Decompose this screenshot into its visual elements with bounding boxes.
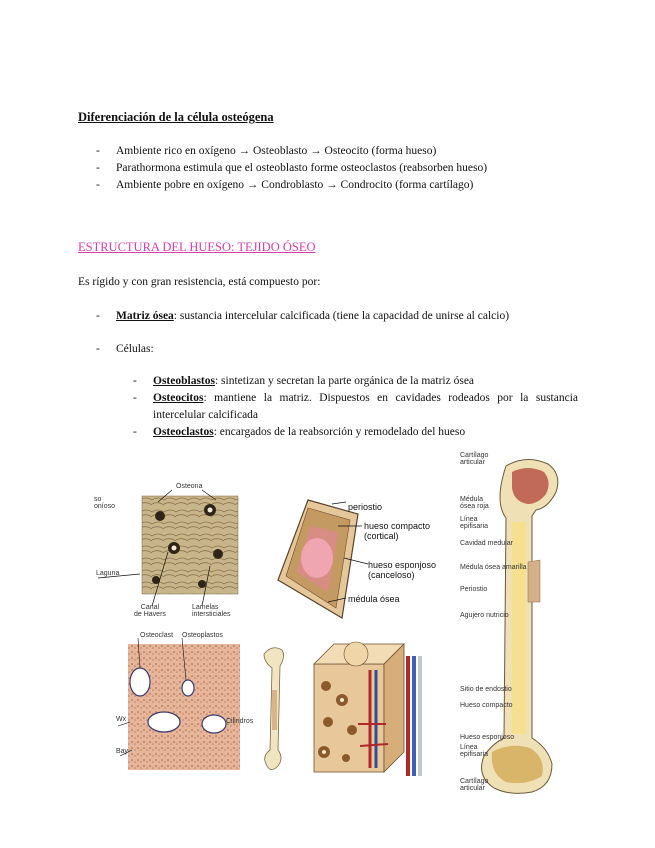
dash-bullet: -: [96, 310, 100, 322]
label-medula: médula ósea: [348, 594, 400, 604]
dash-bullet: -: [96, 343, 100, 355]
label-hueso-esponjoso-femur: Hueso esponjoso: [460, 734, 515, 741]
label-endostio: Sitio de endostio: [460, 686, 512, 693]
composition-list: [78, 308, 618, 374]
label-periostio: periostio: [348, 502, 383, 512]
label-osteon: Osteona: [176, 483, 203, 490]
label-periostio-femur: Periostio: [460, 586, 488, 593]
dash-bullet: -: [96, 145, 100, 157]
differentiation-list: [78, 143, 618, 194]
osteon-micrograph-image: [92, 482, 252, 622]
term-matrix: Matriz ósea: [116, 310, 174, 322]
dash-bullet: -: [133, 392, 137, 404]
long-bone-block-image: [258, 626, 450, 792]
label-hueso-compacto-femur: Hueso compacto: [460, 702, 513, 709]
dash-bullet: -: [133, 426, 137, 438]
list-item-osteocytes: - Osteocitos: mantiene la matriz. Dispuestos en cavidades rodeados por la sustancia intercelular calcificada: [133, 392, 578, 421]
label-cartilago-inf: Cartílago articular: [460, 778, 489, 792]
label-medula-amarilla: Médula ósea amarilla: [460, 564, 527, 571]
list-item: - Parathormona estimula que el osteoblasto forme osteoclastos (reabsorben hueso): [78, 160, 618, 177]
label-hueso-compacto: hueso compacto (cortical): [364, 521, 431, 541]
label-bay: Bay: [116, 748, 129, 755]
list-item-cells: - Células:: [78, 341, 618, 358]
dash-bullet: -: [96, 179, 100, 191]
label-hueso-esponjoso: hueso esponjoso (canceloso): [368, 560, 437, 580]
bone-cross-section-figure: [272, 492, 437, 622]
list-item: - Ambiente pobre en oxígeno → Condroblasto → Condrocito (forma cartílago): [78, 177, 618, 194]
label-lamelas: Lamelas intersticiales: [192, 604, 231, 618]
label-laguna: Laguna: [96, 570, 120, 577]
label-cilindros: Cilindros: [226, 718, 254, 725]
bone-histology-image: [112, 632, 250, 772]
section-title-bone-structure: ESTRUCTURA DEL HUESO: TEJIDO ÓSEO: [78, 240, 316, 254]
intro-text: Es rígido y con gran resistencia, está compuesto por:: [78, 276, 321, 288]
label-linea-epi-sup: Línea epifisaria: [460, 516, 489, 530]
label-oseo: so oníoso: [94, 496, 116, 510]
femur-figure: [448, 452, 568, 798]
label-havers: Canal de Havers: [134, 604, 166, 618]
label-agujero: Agujero nutricio: [460, 612, 509, 619]
cells-list: [115, 373, 578, 441]
bone-histology-figure: [112, 632, 254, 772]
label-cartilago-sup: Cartílago articular: [460, 452, 489, 466]
dash-bullet: -: [96, 162, 100, 174]
label-linea-epi-inf: Línea epifisaria: [460, 744, 489, 758]
osteon-micrograph-figure: [92, 482, 252, 622]
label-medula-roja: Médula ósea roja: [460, 496, 489, 510]
list-item-osteoclasts: - Osteoclastos: encargados de la reabsorción y remodelado del hueso: [115, 424, 578, 441]
label-cavidad-medular: Cavidad medular: [460, 540, 513, 547]
list-item-matrix: - Matriz ósea: sustancia intercelular calcificada (tiene la capacidad de unirse al calcio): [78, 308, 618, 325]
label-osteoclast: Osteoclast: [140, 632, 174, 639]
dash-bullet: -: [133, 375, 137, 387]
label-wx: Wx: [116, 716, 127, 723]
label-osteoplastos: Osteoplastos: [182, 632, 223, 639]
section-title-differentiation: Diferenciación de la célula osteógena: [78, 110, 274, 124]
long-bone-block-figure: [258, 626, 450, 792]
list-item: - Ambiente rico en oxígeno → Osteoblasto → Osteocito (forma hueso): [78, 143, 618, 160]
list-item-osteoblasts: - Osteoblastos: sintetizan y secretan la parte orgánica de la matriz ósea: [115, 373, 578, 390]
